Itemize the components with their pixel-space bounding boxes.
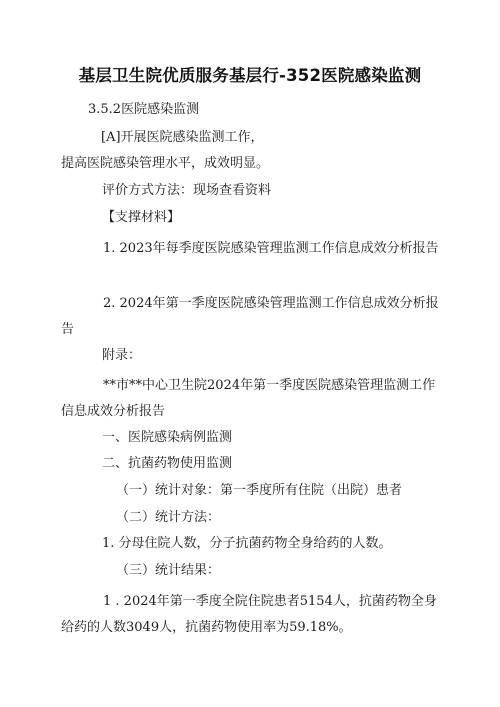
method-text: 1. 分母住院人数，分子抗菌药物全身给药的人数。 bbox=[102, 536, 392, 551]
result-text: 1 . 2024年第一季度全院住院患者5154人，抗菌药物全身给药的人数3049人，抗菌药物使用率为59.18%。 bbox=[61, 594, 437, 635]
material-item-2: 2. 2024年第一季度医院感染管理监测工作信息成效分析报告 bbox=[61, 296, 439, 337]
document-title: 基层卫生院优质服务基层行-352医院感染监测 bbox=[78, 66, 422, 85]
criterion-text: [A]开展医院感染监测工作， bbox=[101, 130, 264, 145]
material-item-1: 1. 2023年每季度医院感染管理监测工作信息成效分析报告 bbox=[103, 241, 439, 256]
materials-heading: 【支撑材料】 bbox=[102, 210, 181, 225]
report-title: **市**中心卫生院2024年第一季度医院感染管理监测工作信息成效分析报告 bbox=[61, 378, 436, 419]
subsection-2: （二）统计方法： bbox=[116, 510, 221, 525]
appendix-label: 附录： bbox=[102, 348, 142, 363]
section-heading: 3.5.2医院感染监测 bbox=[88, 102, 200, 117]
subsection-3: （三）统计结果： bbox=[116, 563, 221, 578]
subsection-1: （一）统计对象：第一季度所有住院（出院）患者 bbox=[116, 483, 403, 498]
part-heading-2: 二、抗菌药物使用监测 bbox=[102, 456, 233, 471]
evaluation-method: 评价方式方法：现场查看资料 bbox=[102, 183, 272, 198]
part-heading-1: 一、医院感染病例监测 bbox=[102, 430, 233, 445]
criterion-continuation: 提高医院感染管理水平，成效明显。 bbox=[61, 156, 270, 171]
